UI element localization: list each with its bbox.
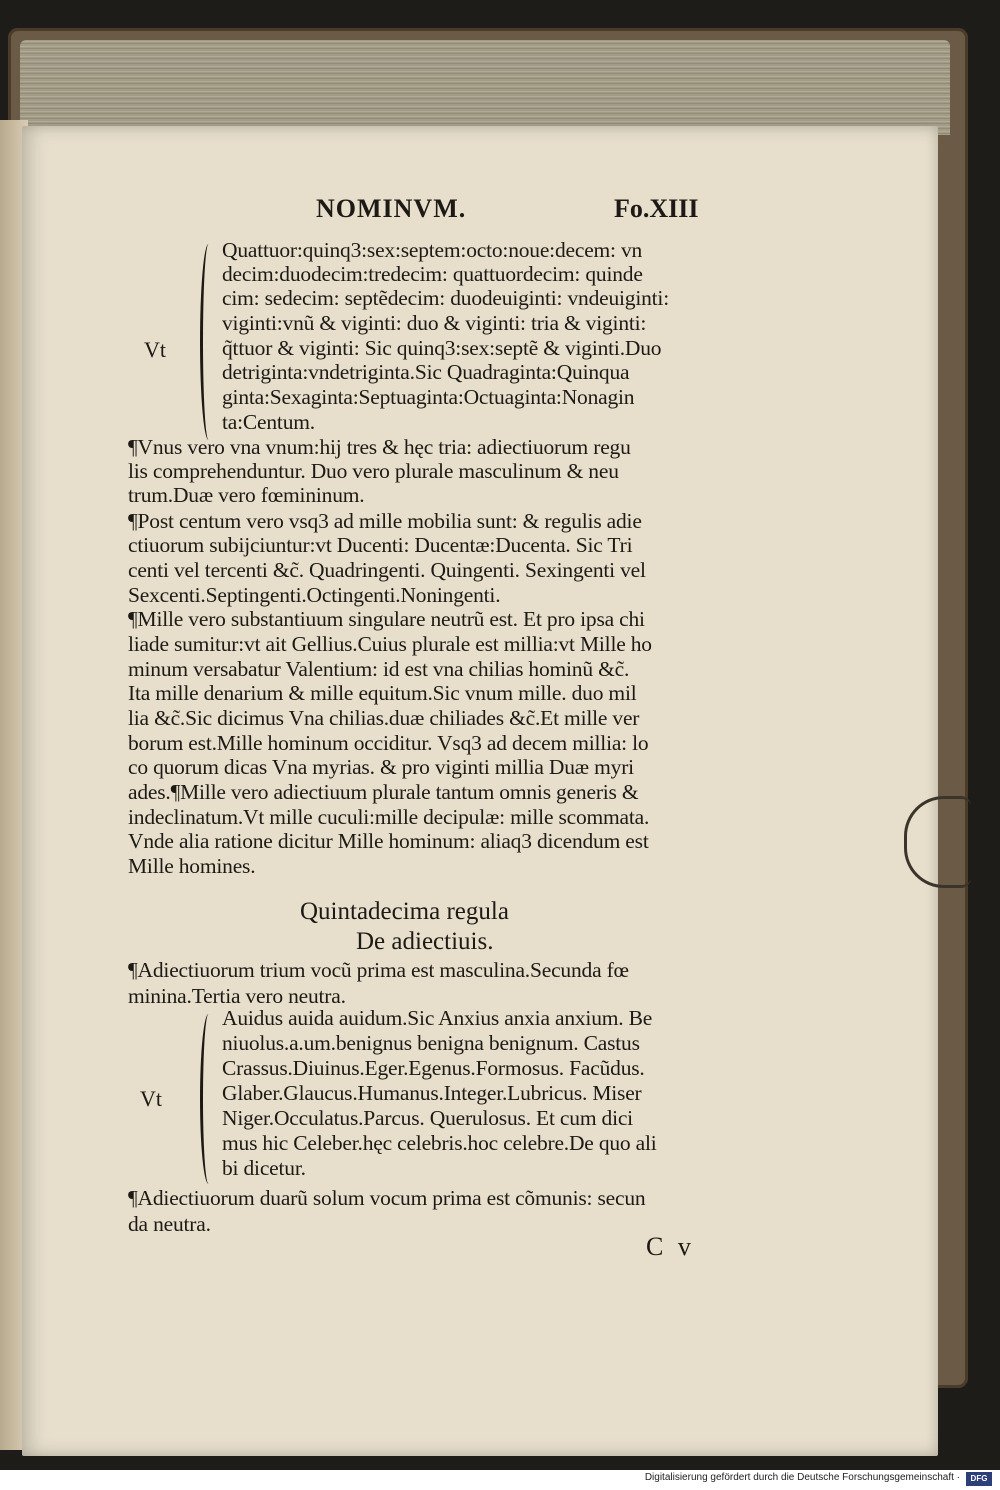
- text-line: liade sumitur:vt ait Gellius.Cuius plurale est millia:vt Mille ho: [128, 632, 652, 656]
- running-title: NOMINVM.: [316, 194, 467, 223]
- text-line: Quattuor:quinq3:sex:septem:octo:noue:decem: vn: [222, 238, 643, 262]
- text-line: Mille homines.: [128, 854, 256, 878]
- folio-number: Fo.XIII: [614, 194, 699, 223]
- text-line: borum est.Mille hominum occiditur. Vsq3 ad decem millia: lo: [128, 731, 649, 755]
- text-line: Sexcenti.Septingenti.Octingenti.Noningenti.: [128, 583, 501, 607]
- page-edges: [20, 40, 950, 135]
- text-line: ta:Centum.: [222, 410, 315, 434]
- text-line: ¶Vnus vero vna vnum:hij tres & hęc tria: adiectiuorum regu: [128, 435, 631, 459]
- text-line: viginti:vnũ & viginti: duo & viginti: tria & viginti:: [222, 311, 647, 335]
- text-line: ¶Adiectiuorum duarũ solum vocum prima est cõmunis: secun: [128, 1186, 646, 1210]
- text-line: decim:duodecim:tredecim: quattuordecim: quinde: [222, 262, 643, 286]
- signature-mark: C v: [646, 1232, 695, 1261]
- text-line: cim: sedecim: septẽdecim: duodeuiginti: vndeuiginti:: [222, 286, 669, 310]
- text-line: da neutra.: [128, 1212, 211, 1236]
- text-line: ¶Post centum vero vsq3 ad mille mobilia sunt: & regulis adie: [128, 509, 642, 533]
- text-line: niuolus.a.um.benignus benigna benignum. Castus: [222, 1031, 640, 1055]
- text-line: detriginta:vndetriginta.Sic Quadraginta:Quinqua: [222, 360, 630, 384]
- text-line: co quorum dicas Vna myrias. & pro viginti millia Duæ myri: [128, 755, 634, 779]
- footer-credit: Digitalisierung gefördert durch die Deutsche Forschungsgemeinschaft ·: [644, 1472, 960, 1483]
- margin-note-vt: Vt: [144, 337, 166, 362]
- text-line: lis comprehenduntur. Duo vero plurale masculinum & neu: [128, 459, 619, 483]
- text-line: Glaber.Glaucus.Humanus.Integer.Lubricus. Miser: [222, 1081, 642, 1105]
- footer-bar: [0, 1470, 1000, 1490]
- text-line: ades.¶Mille vero adiectiuum plurale tantum omnis generis &: [128, 780, 639, 804]
- margin-note-vt-2: Vt: [140, 1086, 162, 1111]
- dfg-logo-icon: DFG: [966, 1472, 992, 1486]
- text-line: centi vel tercenti &c̃. Quadringenti. Quingenti. Sexingenti vel: [128, 558, 646, 582]
- text-line: mus hic Celeber.hęc celebris.hoc celebre.De quo ali: [222, 1131, 657, 1155]
- text-line: Ita mille denarium & mille equitum.Sic vnum mille. duo mil: [128, 681, 637, 705]
- text-line: indeclinatum.Vt mille cuculi:mille decipulæ: mille scommata.: [128, 805, 650, 829]
- text-line: trum.Duæ vero fœmininum.: [128, 483, 365, 507]
- text-line: minina.Tertia vero neutra.: [128, 984, 346, 1008]
- book-clasp: [904, 796, 971, 888]
- text-line: minum versabatur Valentium: id est vna chilias hominũ &c̃.: [128, 657, 630, 681]
- text-line: lia &c̃.Sic dicimus Vna chilias.duæ chiliades &c̃.Et mille ver: [128, 706, 640, 730]
- text-line: Crassus.Diuinus.Eger.Egenus.Formosus. Facũdus.: [222, 1056, 645, 1080]
- text-line: Auidus auida auidum.Sic Anxius anxia anxium. Be: [222, 1006, 653, 1030]
- brace-left-2: [200, 1014, 217, 1184]
- text-line: Niger.Occulatus.Parcus. Querulosus. Et cum dici: [222, 1106, 633, 1130]
- text-line: bi dicetur.: [222, 1156, 306, 1180]
- brace-left-1: [200, 244, 217, 440]
- text-line: ¶Adiectiuorum trium vocũ prima est masculina.Secunda fœ: [128, 958, 629, 982]
- section-heading-line2: De adiectiuis.: [356, 928, 494, 955]
- text-line: ginta:Sexaginta:Septuaginta:Octuaginta:Nonagin: [222, 385, 635, 409]
- section-heading-line1: Quintadecima regula: [300, 898, 509, 925]
- text-line: ctiuorum subijciuntur:vt Ducenti: Ducentæ:Ducenta. Sic Tri: [128, 533, 633, 557]
- text-line: q̃ttuor & viginti: Sic quinq3:sex:septẽ & viginti.Duo: [222, 336, 662, 360]
- text-line: ¶Mille vero substantiuum singulare neutrũ est. Et pro ipsa chi: [128, 607, 645, 631]
- text-line: Vnde alia ratione dicitur Mille hominum: aliaq3 dicendum est: [128, 829, 649, 853]
